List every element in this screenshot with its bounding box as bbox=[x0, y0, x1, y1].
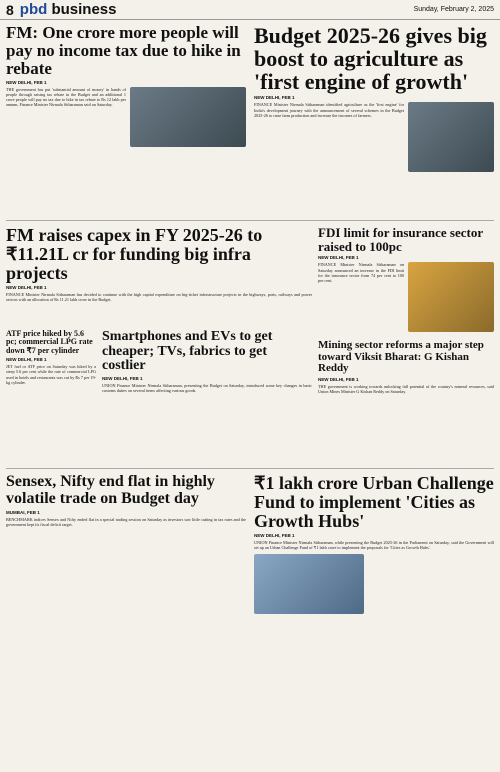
byline-urban: NEW DELHI, FEB 1 bbox=[254, 532, 295, 538]
newspaper-logo bbox=[20, 1, 117, 18]
byline-fm: NEW DELHI, FEB 1 bbox=[6, 79, 47, 85]
body-urban: UNION Finance Minister Nirmala Sitharaman, while presenting the Budget 2025-26 in the Parliament on Saturday, said the Government will set up an Urban Challenge Fund of ₹1 lakh crore to implement the proposals for 'Cities as Growth Hubs'. bbox=[254, 539, 494, 550]
headline-urban: ₹1 lakh crore Urban Challenge Fund to implement 'Cities as Growth Hubs' bbox=[254, 473, 494, 531]
headline-atf: ATF price hiked by 5.6 pc; commercial LPG rate down ₹7 per cylinder bbox=[6, 329, 93, 355]
page-number: 8 bbox=[6, 1, 14, 18]
photo-farmer bbox=[408, 102, 494, 172]
article-budget bbox=[254, 24, 494, 172]
body-fm: THE government has put 'substantial amount of money' in hands of people through raising tax rebate in the Budget and an additional 1 crore people will pay no tax due to hike in tax rebate to Rs 12 lakh per annum, Finance Minister Nirmala Sitharaman said on Saturday. bbox=[6, 86, 126, 108]
logo-part-b: business bbox=[51, 1, 117, 18]
fdi-graphic bbox=[408, 262, 494, 332]
body-fdi: FINANCE Minister Nirmala Sitharaman on Saturday announced an increase in the FDI limit for the insurance sector from 74 per cent to 100 per cent. bbox=[318, 262, 404, 284]
issue-date: Sunday, February 2, 2025 bbox=[413, 6, 494, 13]
logo-part-a: pbd bbox=[19, 1, 48, 18]
byline-atf: NEW DELHI, FEB 1 bbox=[6, 357, 47, 363]
body-capex: FINANCE Minister Nirmala Sitharaman has decided to continue with the high capital expenditure on big-ticket infrastructure projects in the highways, ports, railways and power sectors with an allocation of Rs 11.21 lakh crore in the Budget. bbox=[6, 291, 312, 302]
byline-sensex: MUMBAI, FEB 1 bbox=[6, 509, 40, 515]
byline-mining: NEW DELHI, FEB 1 bbox=[318, 376, 359, 382]
byline-budget: NEW DELHI, FEB 1 bbox=[254, 95, 295, 101]
photo-nirmala-sitharaman bbox=[130, 87, 246, 147]
article-urban bbox=[254, 474, 494, 614]
article-sensex bbox=[6, 474, 246, 527]
body-sensex: BENCHMARK indices Sensex and Nifty ended flat in a special trading session on Saturday as investors saw little cutting in tax rates and the government kept its fiscal deficit target. bbox=[6, 516, 246, 527]
headline-capex: FM raises capex in FY 2025-26 to ₹11.21L cr for funding big infra projects bbox=[6, 225, 263, 283]
headline-fm: FM: One crore more people will pay no income tax due to hike in rebate bbox=[6, 23, 241, 78]
body-budget: FINANCE Minister Nirmala Sitharaman identified agriculture as the 'first engine' for India's development journey with the announcement of several schemes in the Budget 2025-26 to raise farm production and increase the incomes of farmers. bbox=[254, 102, 404, 118]
byline-fdi: NEW DELHI, FEB 1 bbox=[318, 255, 359, 261]
article-fdi bbox=[318, 226, 494, 332]
body-atf: JET fuel or ATF price on Saturday was hiked by a steep 5.6 per cent while the rate of commercial LPG used in hotels and restaurants was cut by Rs 7 per 19-kg cylinder. bbox=[6, 364, 96, 385]
photo-city-skyline bbox=[254, 554, 364, 614]
headline-mining: Mining sector reforms a major step toward Viksit Bharat: G Kishan Reddy bbox=[318, 339, 484, 375]
article-atf bbox=[6, 330, 96, 385]
byline-phones: NEW DELHI, FEB 1 bbox=[102, 376, 143, 382]
divider bbox=[6, 220, 494, 221]
article-fm bbox=[6, 24, 246, 147]
body-mining: THE government is working towards unlocking full potential of the country's mineral resources, said Union Mines Minister G Kishan Reddy on Saturday. bbox=[318, 383, 494, 394]
headline-phones: Smartphones and EVs to get cheaper; TVs, fabrics to get costlier bbox=[102, 329, 273, 374]
headline-budget: Budget 2025-26 gives big boost to agriculture as 'first engine of growth' bbox=[254, 23, 487, 95]
masthead bbox=[0, 0, 500, 20]
article-phones bbox=[102, 330, 312, 394]
divider bbox=[6, 468, 494, 469]
article-mining bbox=[318, 340, 494, 394]
article-capex bbox=[6, 226, 312, 302]
headline-sensex: Sensex, Nifty end flat in highly volatile trade on Budget day bbox=[6, 473, 215, 507]
headline-fdi: FDI limit for insurance sector raised to 100pc bbox=[318, 225, 483, 254]
byline-capex: NEW DELHI, FEB 1 bbox=[6, 284, 47, 290]
body-phones: UNION Finance Minister Nirmala Sitharaman, presenting the Budget on Saturday, introduced some key changes in basic customs duties on several items affecting various goods. bbox=[102, 383, 312, 394]
